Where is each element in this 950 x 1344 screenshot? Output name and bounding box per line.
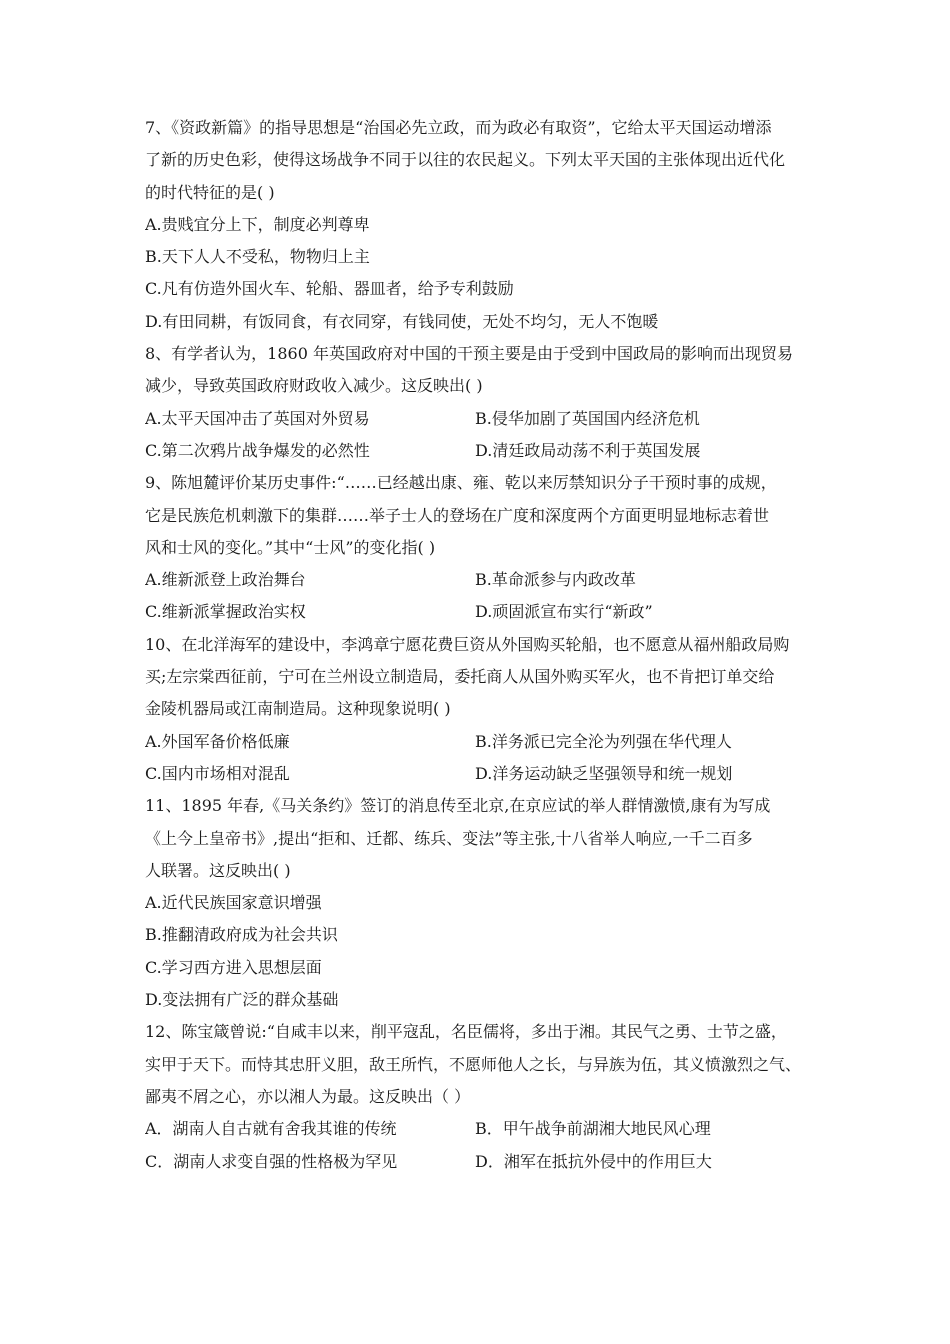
option-row (145, 435, 825, 467)
option-b: B.推翻清政府成为社会共识 (145, 925, 338, 945)
question-stem-line: 《上今上皇帝书》,提出“拒和、迁都、练兵、变法”等主张,十八省举人响应,一千二百多 (145, 828, 753, 848)
option-c: C.学习西方进入思想层面 (145, 957, 322, 977)
option-c: C.国内市场相对混乱 (145, 763, 290, 783)
option-c: C.第二次鸦片战争爆发的必然性 (145, 440, 370, 460)
option-d: D.顽固派宣布实行“新政” (475, 602, 653, 622)
question-stem-line: 风和士风的变化。”其中“士风”的变化指( ) (145, 537, 436, 557)
question-stem-line: 了新的历史色彩，使得这场战争不同于以往的农民起义。下列太平天国的主张体现出近代化 (145, 150, 786, 170)
option-d: D．湘军在抵抗外侵中的作用巨大 (475, 1151, 712, 1171)
option-c: C.维新派掌握政治实权 (145, 602, 306, 622)
question-stem-line: 减少，导致英国政府财政收入减少。这反映出( ) (145, 376, 483, 396)
question-stem-line: 金陵机器局或江南制造局。这种现象说明( ) (145, 699, 451, 719)
question-stem-line: 人联署。这反映出( ) (145, 860, 291, 880)
option-row (145, 403, 825, 435)
question-12 (145, 1016, 825, 1177)
question-stem-line: 11、1895 年春,《马关条约》签订的消息传至北京,在京应试的举人群情激愤,康有为写成 (145, 796, 771, 816)
option-row (145, 758, 825, 790)
question-stem-line: 7、《资政新篇》的指导思想是“治国必先立政，而为政必有取资”，它给太平天国运动增添 (145, 118, 772, 137)
option-b: B.天下人人不受私，物物归上主 (145, 247, 370, 267)
option-row (145, 564, 825, 596)
question-stem-line: 12、陈宝箴曾说:“自咸丰以来，削平寇乱，名臣儒将，多出于湘。其民气之勇、士节之盛， (145, 1022, 787, 1042)
question-9 (145, 467, 825, 628)
option-row (145, 726, 825, 758)
option-b: B.侵华加剧了英国国内经济危机 (475, 408, 700, 428)
option-c: C.凡有仿造外国火车、轮船、器皿者，给予专利鼓励 (145, 279, 514, 299)
question-stem-line: 9、陈旭麓评价某历史事件:“……已经越出康、雍、乾以来厉禁知识分子干预时事的成规， (145, 473, 777, 493)
option-d: D.洋务运动缺乏坚强领导和统一规划 (475, 763, 733, 783)
option-row (145, 596, 825, 628)
option-row (145, 1113, 825, 1145)
option-d: D.清廷政局动荡不利于英国发展 (475, 440, 701, 460)
option-c: C．湖南人求变自强的性格极为罕见 (145, 1151, 398, 1171)
question-stem-line: 8、有学者认为，1860 年英国政府对中国的干预主要是由于受到中国政局的影响而出现贸易 (145, 344, 793, 364)
question-stem-line: 它是民族危机刺激下的集群……举子士人的登场在广度和深度两个方面更明显地标志着世 (145, 505, 770, 525)
question-list (145, 112, 825, 1178)
question-7 (145, 112, 825, 338)
question-10 (145, 629, 825, 790)
option-a: A.太平天国冲击了英国对外贸易 (145, 408, 370, 428)
question-8 (145, 338, 825, 467)
option-row (145, 1146, 825, 1178)
question-stem-line: 鄙夷不屑之心，亦以湘人为最。这反映出（ ） (145, 1086, 471, 1106)
question-stem-line: 买;左宗棠西征前，宁可在兰州设立制造局，委托商人从国外购买军火，也不肯把订单交给 (145, 667, 775, 687)
option-a: A.维新派登上政治舞台 (145, 570, 306, 590)
question-stem-line: 10、在北洋海军的建设中，李鸿章宁愿花费巨资从外国购买轮船，也不愿意从福州船政局购 (145, 634, 790, 654)
option-b: B.洋务派已完全沦为列强在华代理人 (475, 731, 732, 751)
option-b: B．甲午战争前湖湘大地民风心理 (475, 1119, 711, 1139)
question-stem-line: 的时代特征的是( ) (145, 182, 275, 202)
question-11 (145, 790, 825, 1016)
option-a: A.近代民族国家意识增强 (145, 893, 322, 913)
option-a: A．湖南人自古就有舍我其谁的传统 (145, 1119, 397, 1139)
option-d: D.变法拥有广泛的群众基础 (145, 990, 339, 1010)
option-a: A.外国军备价格低廉 (145, 731, 290, 751)
option-a: A.贵贱宜分上下，制度必判尊卑 (145, 214, 370, 234)
option-b: B.革命派参与内政改革 (475, 570, 636, 590)
question-stem-line: 实甲于天下。而恃其忠肝义胆，敌王所忾，不愿师他人之长，与异族为伍，其义愤激烈之气、 (145, 1054, 802, 1074)
option-d: D.有田同耕，有饭同食，有衣同穿，有钱同使，无处不均匀，无人不饱暖 (145, 311, 659, 331)
